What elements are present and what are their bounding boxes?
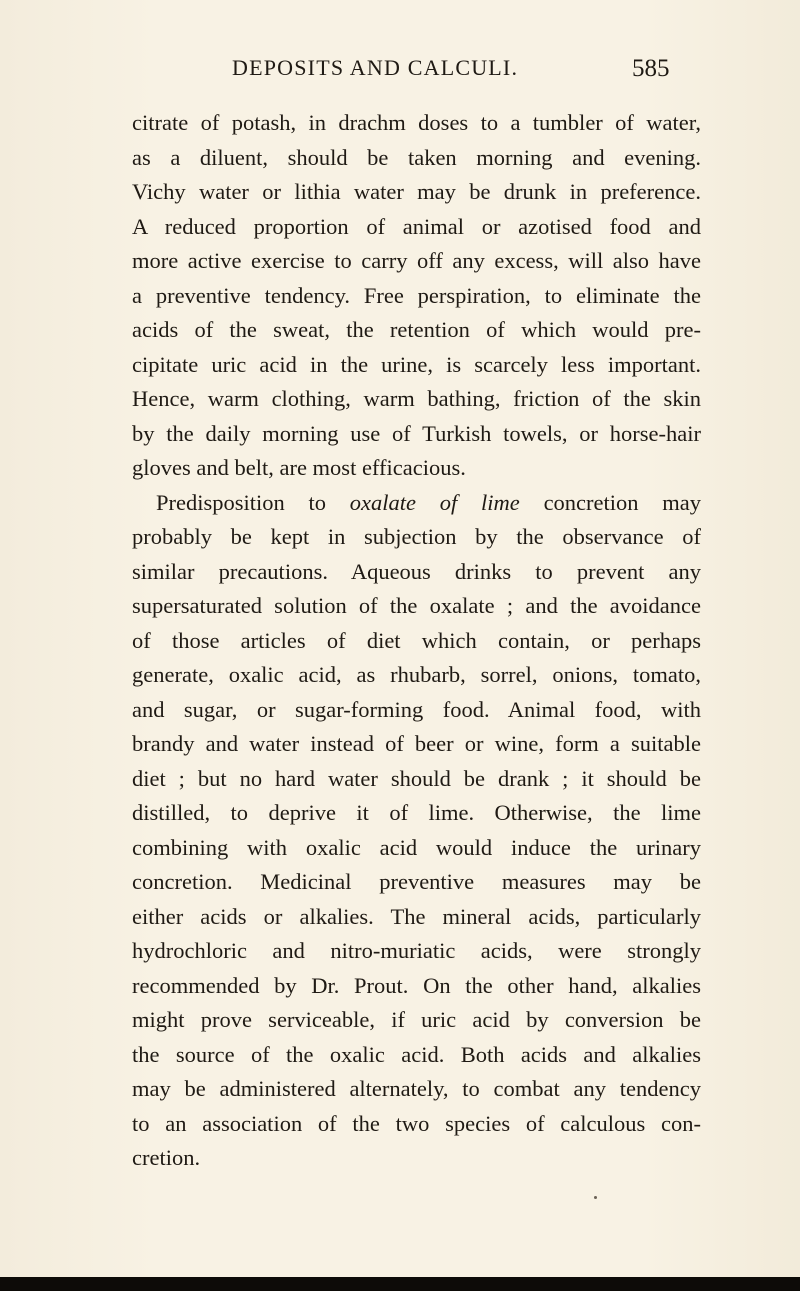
page-number: 585: [632, 55, 670, 82]
text-line: generate, oxalic acid, as rhubarb, sorrel, onions, tomato,: [132, 662, 701, 687]
running-head-title: DEPOSITS AND CALCULI.: [232, 55, 519, 80]
italic-term: oxalate of lime: [349, 489, 520, 515]
text-line: distilled, to deprive it of lime. Otherwise, the lime: [132, 800, 701, 825]
text-line: more active exercise to carry off any excess, will also have: [132, 248, 701, 273]
text-line: gloves and belt, are most efficacious.: [132, 455, 466, 480]
text-line: supersaturated solution of the oxalate ; and the avoidance: [132, 593, 701, 618]
text-line: A reduced proportion of animal or azotised food and: [132, 213, 701, 239]
text-fragment: concretion may: [543, 489, 702, 515]
text-line: the source of the oxalic acid. Both acids and alkalies: [132, 1041, 701, 1067]
paragraph-opening-line: [132, 486, 701, 521]
text-line: as a diluent, should be taken morning and evening.: [132, 144, 701, 170]
text-line: to an association of the two species of calculous con-: [132, 1110, 701, 1136]
text-line: brandy and water instead of beer or wine, form a suitable: [132, 731, 701, 756]
running-head: [0, 55, 800, 95]
text-fragment: Predisposition to: [156, 489, 327, 515]
text-line: hydrochloric and nitro-muriatic acids, were strongly: [132, 938, 701, 963]
body-text: [132, 106, 701, 1176]
text-line: combining with oxalic acid would induce the urinary: [132, 834, 701, 860]
text-line: a preventive tendency. Free perspiration, to eliminate the: [132, 282, 701, 308]
text-line: citrate of potash, in drachm doses to a tumbler of water,: [132, 110, 701, 135]
text-line: by the daily morning use of Turkish towels, or horse-hair: [132, 420, 701, 446]
text-line: recommended by Dr. Prout. On the other hand, alkalies: [132, 972, 701, 998]
ink-speck: [594, 1196, 597, 1199]
text-line: might prove serviceable, if uric acid by conversion be: [132, 1007, 701, 1032]
text-line: and sugar, or sugar-forming food. Animal food, with: [132, 696, 701, 722]
text-line: cipitate uric acid in the urine, is scarcely less important.: [132, 351, 701, 377]
text-line: diet ; but no hard water should be drank ; it should be: [132, 765, 701, 791]
text-line: Hence, warm clothing, warm bathing, friction of the skin: [132, 386, 701, 411]
text-line: similar precautions. Aqueous drinks to prevent any: [132, 558, 701, 584]
text-line: probably be kept in subjection by the observance of: [132, 524, 701, 549]
bottom-scan-edge: [0, 1277, 800, 1291]
text-line: cretion.: [132, 1145, 201, 1170]
text-line: acids of the sweat, the retention of which would pre-: [132, 317, 701, 342]
text-line: of those articles of diet which contain, or perhaps: [132, 627, 701, 653]
text-line: either acids or alkalies. The mineral acids, particularly: [132, 903, 701, 929]
text-line: may be administered alternately, to combat any tendency: [132, 1076, 701, 1101]
text-line: concretion. Medicinal preventive measures may be: [132, 869, 701, 894]
text-line: Vichy water or lithia water may be drunk in preference.: [132, 179, 701, 204]
